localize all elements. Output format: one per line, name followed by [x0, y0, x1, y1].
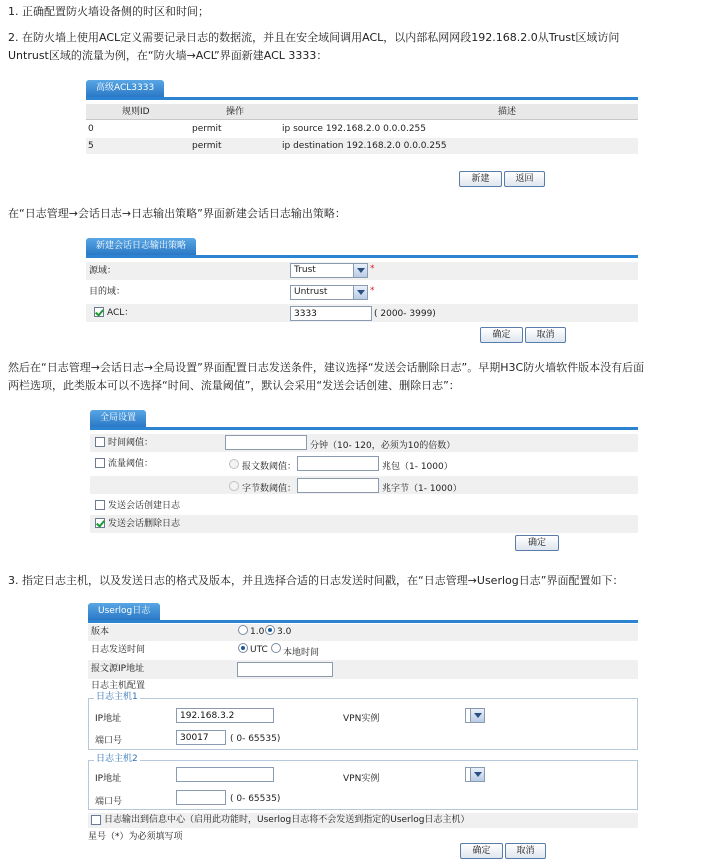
- host1-port-hint: ( 0- 65535): [230, 734, 281, 744]
- policy-panel-divider: [86, 255, 638, 258]
- local-time-label: 本地时间: [283, 648, 320, 658]
- local-time-radio[interactable]: [271, 643, 281, 653]
- flow-threshold-label: 流量阈值：: [108, 459, 154, 469]
- acl-row-id: 0: [88, 124, 94, 134]
- version-3-label: 3.0: [277, 627, 292, 637]
- version-row: [88, 624, 638, 641]
- source-ip-label: 报文源IP地址: [91, 664, 145, 674]
- source-ip-row: [88, 660, 638, 679]
- dest-zone-select[interactable]: [290, 285, 368, 300]
- table-row[interactable]: [86, 121, 638, 137]
- version-3-radio[interactable]: [265, 625, 275, 635]
- ok-button[interactable]: 确定: [515, 535, 559, 551]
- utc-radio[interactable]: [238, 643, 248, 653]
- log-host-1-legend: 日志主机1: [96, 692, 138, 702]
- byte-threshold-radio[interactable]: [229, 481, 239, 491]
- userlog-instruction-text: 3. 指定日志主机，以及发送日志的格式及版本，并且选择合适的日志发送时间戳，在“日志管理→Userlog日志”界面配置如下：: [8, 574, 624, 587]
- dest-zone-label: 目的域：: [89, 287, 126, 297]
- acl-range-hint: ( 2000- 3999): [374, 309, 436, 319]
- required-star: *: [370, 286, 375, 296]
- host-config-row: [88, 680, 638, 692]
- acl-header-desc: 描述: [498, 107, 517, 117]
- step2-text-line1: 2. 在防火墙上使用ACL定义需要记录日志的数据流，并且在安全域间调用ACL，以内部私网网段192.168.2.0从Trust区域访问: [8, 31, 620, 44]
- source-ip-input[interactable]: [237, 662, 333, 677]
- acl-row-desc: ip source 192.168.2.0 0.0.0.255: [282, 124, 427, 134]
- utc-label: UTC: [250, 645, 268, 655]
- host1-vpn-select[interactable]: [465, 708, 485, 723]
- send-create-log-checkbox[interactable]: [95, 500, 105, 510]
- host1-ip-input[interactable]: [176, 708, 274, 723]
- source-zone-select[interactable]: [290, 263, 368, 278]
- byte-threshold-label: 字节数阈值：: [242, 484, 297, 494]
- time-threshold-checkbox[interactable]: [95, 437, 105, 447]
- packet-threshold-radio[interactable]: [229, 459, 239, 469]
- version-1-radio[interactable]: [238, 625, 248, 635]
- host2-port-input[interactable]: [176, 790, 226, 805]
- flow-threshold-checkbox[interactable]: [95, 458, 105, 468]
- cancel-button[interactable]: 取消: [525, 327, 566, 343]
- info-center-label: 日志输出到信息中心（启用此功能时，Userlog日志将不会发送到指定的Userlog日志主机）: [104, 815, 470, 825]
- acl-row-action: permit: [192, 124, 222, 134]
- policy-instruction-text: 在“日志管理→会话日志→日志输出策略”界面新建会话日志输出策略：: [8, 207, 346, 220]
- userlog-panel-divider: [88, 620, 638, 623]
- acl-header-id: 规则ID: [122, 107, 150, 117]
- host1-port-label: 端口号: [95, 736, 123, 746]
- new-button[interactable]: 新建: [459, 171, 502, 187]
- chevron-down-icon: [470, 709, 484, 722]
- time-threshold-input[interactable]: [225, 435, 307, 450]
- acl-label: ACL：: [107, 308, 134, 318]
- ok-button[interactable]: 确定: [460, 843, 503, 859]
- host1-ip-label: IP地址: [95, 714, 122, 724]
- packet-threshold-input[interactable]: [297, 456, 379, 471]
- info-center-checkbox[interactable]: [91, 815, 101, 825]
- cancel-button[interactable]: 取消: [505, 843, 546, 859]
- byte-threshold-hint: 兆字节（1- 1000）: [382, 484, 462, 494]
- required-star: *: [370, 264, 375, 274]
- log-host-2-legend: 日志主机2: [96, 754, 138, 764]
- packet-threshold-hint: 兆包（1- 1000）: [382, 462, 453, 472]
- send-delete-log-checkbox[interactable]: [95, 518, 105, 528]
- acl-number-input[interactable]: [290, 306, 372, 321]
- send-delete-log-row: [90, 515, 638, 533]
- host2-port-label: 端口号: [95, 797, 123, 807]
- send-delete-log-label: 发送会话删除日志: [108, 519, 181, 529]
- log-host-1-group: [88, 698, 638, 750]
- acl-header-action: 操作: [226, 107, 245, 117]
- global-instruction-line2: 两栏选项，此类版本可以不选择“时间、流量阈值”，默认会采用“发送会话创建、删除日志”：: [8, 379, 460, 392]
- acl-table-header: [86, 104, 638, 120]
- chevron-down-icon: [353, 264, 367, 277]
- chevron-down-icon: [470, 768, 484, 781]
- global-instruction-line1: 然后在“日志管理→会话日志→全局设置”界面配置日志发送条件，建议选择“发送会话删除日志”。早期H3C防火墙软件版本没有后面: [8, 361, 645, 374]
- policy-panel-tab: 新建会话日志输出策略: [86, 238, 196, 255]
- chevron-down-icon: [353, 286, 367, 299]
- host-config-label: 日志主机配置: [91, 681, 146, 691]
- step1-text: 1. 正确配置防火墙设备侧的时区和时间；: [8, 5, 209, 18]
- back-button[interactable]: 返回: [504, 171, 545, 187]
- version-1-label: 1.0: [250, 627, 265, 637]
- send-time-label: 日志发送时间: [91, 645, 146, 655]
- userlog-panel-tab: Userlog日志: [88, 603, 160, 620]
- host2-port-hint: ( 0- 65535): [230, 794, 281, 804]
- time-threshold-hint: 分钟（10- 120，必须为10的倍数）: [310, 441, 456, 451]
- ok-button[interactable]: 确定: [480, 327, 523, 343]
- acl-panel-divider: [86, 97, 638, 100]
- version-label: 版本: [91, 627, 110, 637]
- required-note: 星号（*）为必须填写项: [88, 832, 183, 842]
- acl-row-desc: ip destination 192.168.2.0 0.0.0.255: [282, 141, 447, 151]
- global-panel-tab: 全局设置: [90, 410, 146, 427]
- acl-panel-tab: 高级ACL3333: [86, 80, 164, 97]
- acl-row-action: permit: [192, 141, 222, 151]
- host2-vpn-select[interactable]: [465, 767, 485, 782]
- dest-zone-value: Untrust: [294, 287, 328, 297]
- table-row[interactable]: [86, 138, 638, 154]
- send-create-log-label: 发送会话创建日志: [108, 501, 181, 511]
- source-zone-value: Trust: [294, 265, 316, 275]
- send-create-log-row: [90, 497, 638, 515]
- host1-vpn-label: VPN实例: [343, 714, 380, 724]
- byte-threshold-input[interactable]: [297, 478, 379, 493]
- acl-row-id: 5: [88, 141, 94, 151]
- host2-ip-input[interactable]: [176, 767, 274, 782]
- host2-vpn-label: VPN实例: [343, 774, 380, 784]
- send-time-row: [88, 642, 638, 659]
- global-panel-divider: [90, 427, 638, 430]
- time-threshold-label: 时间阈值：: [108, 438, 154, 448]
- step2-text-line2: Untrust区域的流量为例，在“防火墙→ACL”界面新建ACL 3333：: [8, 49, 328, 62]
- host1-port-input[interactable]: [176, 730, 226, 745]
- log-host-2-group: [88, 760, 638, 810]
- host2-ip-label: IP地址: [95, 774, 122, 784]
- source-zone-label: 源域：: [89, 266, 117, 276]
- info-center-row: [88, 813, 638, 828]
- acl-checkbox[interactable]: [94, 307, 104, 317]
- packet-threshold-label: 报文数阈值：: [242, 462, 297, 472]
